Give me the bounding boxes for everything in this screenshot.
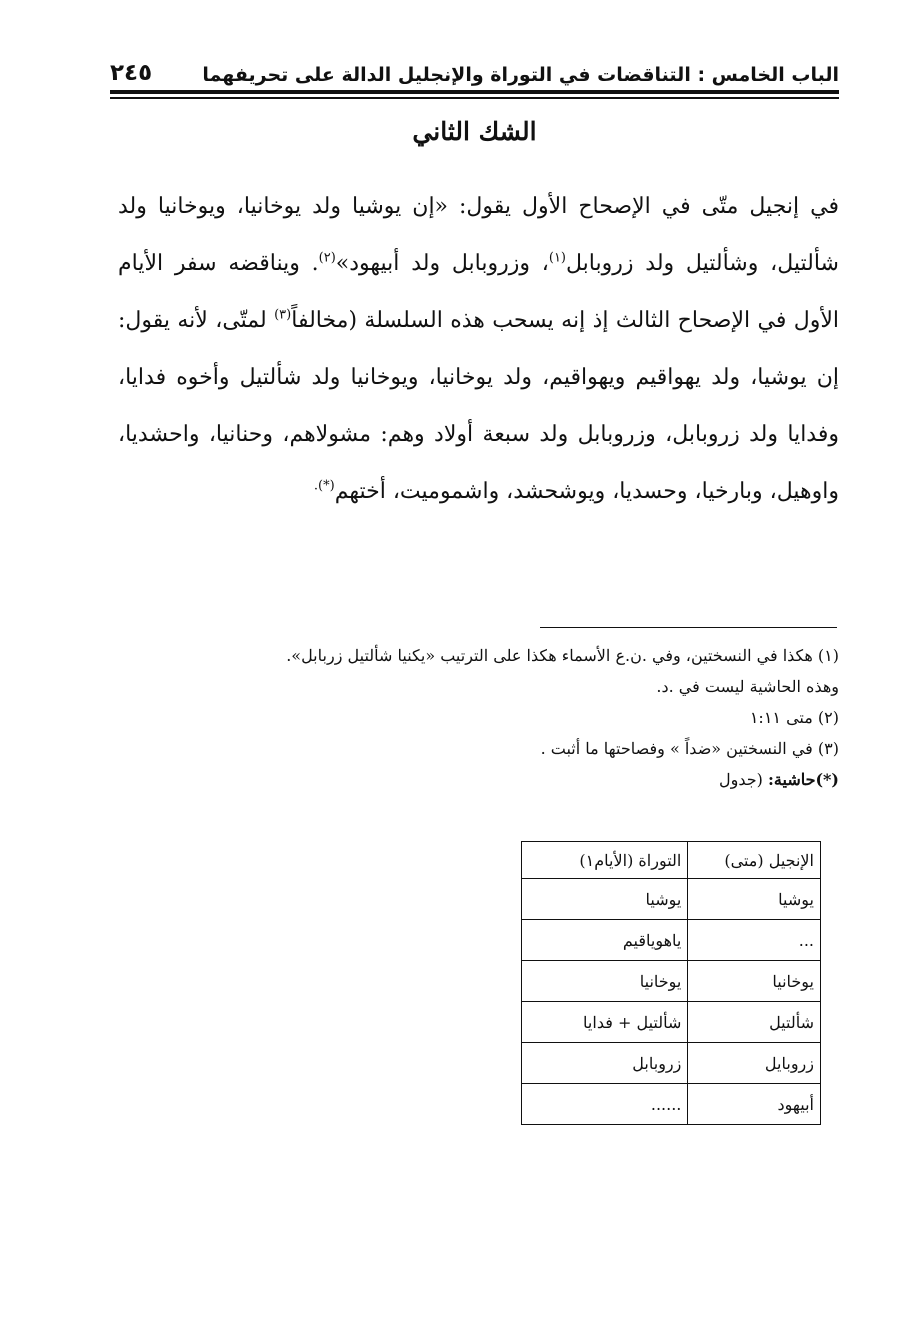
footnote-star: [118, 764, 839, 795]
body-paragraph: [118, 178, 839, 520]
body-text-part-4: لمتّى، لأنه يقول: إن يوشيا، ولد يهواقيم ويهواقيم، ولد يوخانيا، ويوخانيا ولد شألتيل وأخوه فدايا، وفدايا ولد زروبابل، وزروبابل ولد سبعة أولاد وهم: مشولاهم، وحنانيا، واحشديا، واوهيل، وبارخيا، وحسديا، ويوشحشد، واشموميت، أختهم: [118, 308, 839, 504]
footnotes: [118, 640, 839, 795]
footnote-star-text: (جدول: [719, 770, 768, 789]
table-cell-torah: يوخانيا: [522, 961, 688, 1002]
table-header-torah: التوراة (الأيام١): [522, 842, 688, 879]
table-row: [522, 1043, 821, 1084]
table-cell-torah: شألتيل + فدايا: [522, 1002, 688, 1043]
table-row: [522, 920, 821, 961]
running-title: الباب الخامس : التناقضات في التوراة والإنجليل الدالة على تحريفهما: [202, 64, 839, 86]
table-cell-gospel: يوخانيا: [688, 961, 821, 1002]
table-cell-torah: زروبابل: [522, 1043, 688, 1084]
footnote-divider: [540, 627, 837, 628]
section-title: الشك الثاني: [412, 117, 537, 146]
table-cell-gospel: شألتيل: [688, 1002, 821, 1043]
footnote-ref-1[interactable]: (١): [548, 250, 566, 266]
table-cell-torah: ياهوياقيم: [522, 920, 688, 961]
table-row: [522, 1084, 821, 1125]
table-row: [522, 1002, 821, 1043]
table-cell-gospel: أبيهود: [688, 1084, 821, 1125]
body-text-part-2: ، وزروبابل ولد أبيهود»: [335, 251, 549, 276]
header-rule-thick: [110, 90, 839, 94]
table-cell-gospel: يوشيا: [688, 879, 821, 920]
footnote-2: (٢) متى ١:١١: [749, 708, 839, 727]
footnote-ref-3[interactable]: (٣): [274, 307, 292, 323]
footnote-3: (٣) في النسختين «ضداً » وفصاحتها ما أثبت .: [540, 739, 839, 758]
body-text-part-1: في إنجيل متّى في الإصحاح الأول يقول: «إن يوشيا ولد يوخانيا، ويوخانيا ولد شألتيل، وشألتيل ولد زروبابل: [118, 194, 839, 276]
footnote-ref-star[interactable]: (*).: [313, 478, 335, 494]
comparison-table-wrapper: [521, 841, 821, 1125]
running-header: [110, 52, 839, 86]
body-text-part-3: . ويناقضه سفر الأيام الأول في الإصحاح الثالث إذ إنه يسحب هذه السلسلة (مخالفاً: [118, 251, 839, 333]
table-cell-gospel: ...: [688, 920, 821, 961]
footnote-star-label: (*)حاشية:: [768, 770, 839, 789]
footnote-1-line-1: (١) هكذا في النسختين، وفي .ن.ع الأسماء هكذا على الترتيب «يكنيا شألتيل زربابل».: [286, 646, 839, 665]
header-rule-thin: [110, 97, 839, 99]
table-header-gospel: الإنجيل (متى): [688, 842, 821, 879]
table-cell-torah: يوشيا: [522, 879, 688, 920]
table-header-row: [522, 842, 821, 879]
table-cell-torah: ......: [522, 1084, 688, 1125]
comparison-table: [521, 841, 821, 1125]
footnote-ref-2[interactable]: (٢): [318, 250, 336, 266]
table-cell-gospel: زروبايل: [688, 1043, 821, 1084]
page-number: ٢٤٥: [110, 60, 153, 86]
footnote-1-line-2: وهذه الحاشية ليست في .د.: [656, 677, 839, 696]
table-row: [522, 879, 821, 920]
table-row: [522, 961, 821, 1002]
